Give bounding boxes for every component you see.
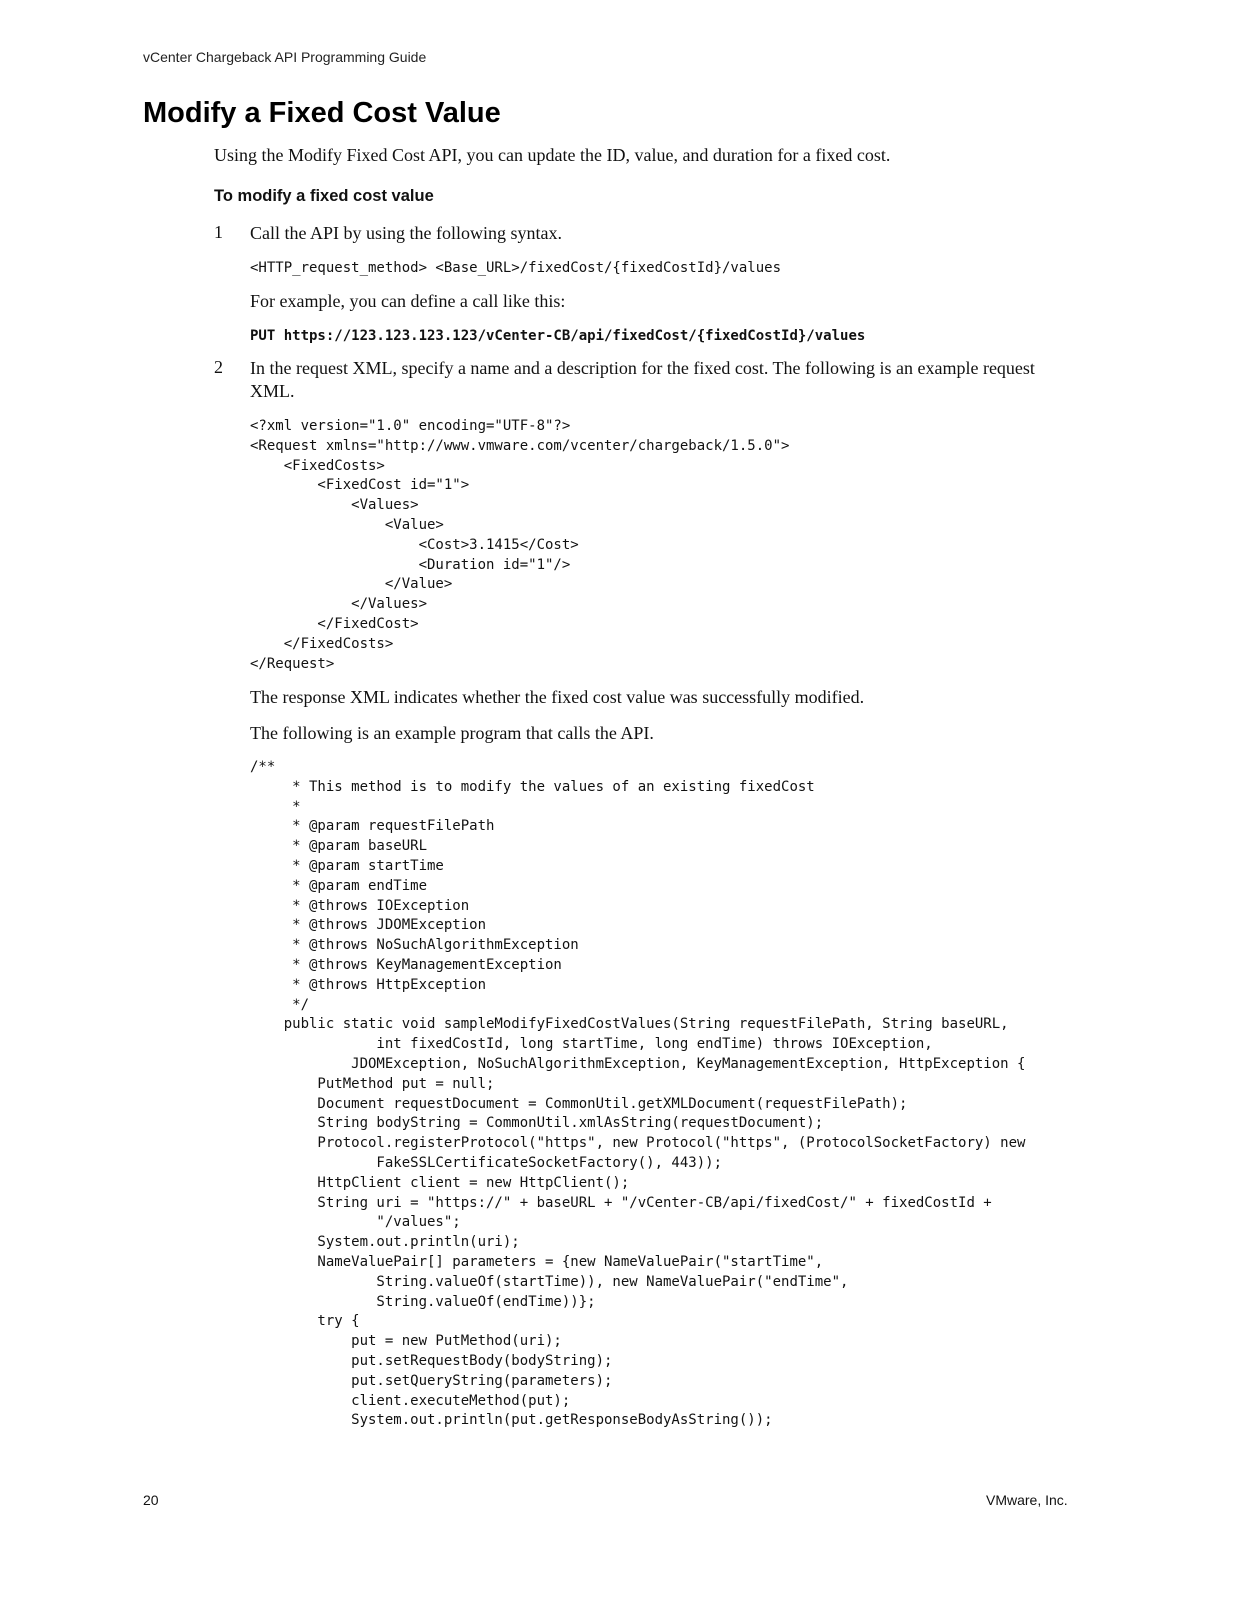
step-number-2: 2: [214, 357, 223, 377]
page-title: Modify a Fixed Cost Value: [143, 97, 501, 129]
example-call-code: PUT https://123.123.123.123/vCenter-CB/api/fixedCost/{fixedCostId}/values: [250, 328, 866, 344]
example-label: For example, you can define a call like this:: [250, 291, 566, 311]
syntax-code: <HTTP_request_method> <Base_URL>/fixedCost/{fixedCostId}/values: [250, 260, 782, 276]
request-xml-code: <?xml version="1.0" encoding="UTF-8"?> <Request xmlns="http://www.vmware.com/vcenter/chargeback/1.5.0"> <FixedCosts> <FixedCost id="1"> <Values> <Value> <Cost>3.1415</Cost> <Duration id="1"/> </Value> </Values> </FixedCost> </FixedCosts> </Request>: [250, 418, 790, 672]
running-header: vCenter Chargeback API Programming Guide: [143, 49, 427, 65]
step-1-text: Call the API by using the following syntax.: [250, 223, 562, 243]
page-number: 20: [143, 1492, 159, 1508]
procedure-heading: To modify a fixed cost value: [214, 187, 434, 205]
footer-company: VMware, Inc.: [986, 1492, 1068, 1508]
response-note: The response XML indicates whether the fixed cost value was successfully modified.: [250, 687, 865, 707]
program-code: /** * This method is to modify the values of an existing fixedCost * * @param requestFilePath * @param baseURL * @param startTime * @param endTime * @throws IOException * @throws JDOMException * @throws NoSuchAlgorithmException * @throws KeyManagementException * @throws HttpException */ public static void sampleModifyFixedCostValues(String requestFilePath, String baseURL, int fixedCostId, long startTime, long endTime) throws IOException, JDOMException, NoSuchAlgorithmException, KeyManagementException, HttpException { PutMethod put = null; Document requestDocument = CommonUtil.getXMLDocument(requestFilePath); String bodyString = CommonUtil.xmlAsString(requestDocument); Protocol.registerProtocol("https", new Protocol("https", (ProtocolSocketFactory) new FakeSSLCertificateSocketFactory(), 443)); HttpClient client = new HttpClient(); String uri = "https://" + baseURL + "/vCenter-CB/api/fixedCost/" + fixedCostId + "/values"; System.out.println(uri); NameValuePair[] parameters = {new NameValuePair("startTime", String.valueOf(startTime)), new NameValuePair("endTime", String.valueOf(endTime))}; try { put = new PutMethod(uri); put.setRequestBody(bodyString); put.setQueryString(parameters); client.executeMethod(put); System.out.println(put.getResponseBodyAsString());: [250, 759, 1026, 1429]
step-2-text: In the request XML, specify a name and a description for the fixed cost. The following is an example request XML.: [250, 358, 1035, 401]
step-number-1: 1: [214, 222, 223, 242]
program-intro: The following is an example program that calls the API.: [250, 723, 654, 743]
intro-paragraph: Using the Modify Fixed Cost API, you can update the ID, value, and duration for a fixed cost.: [214, 145, 891, 165]
